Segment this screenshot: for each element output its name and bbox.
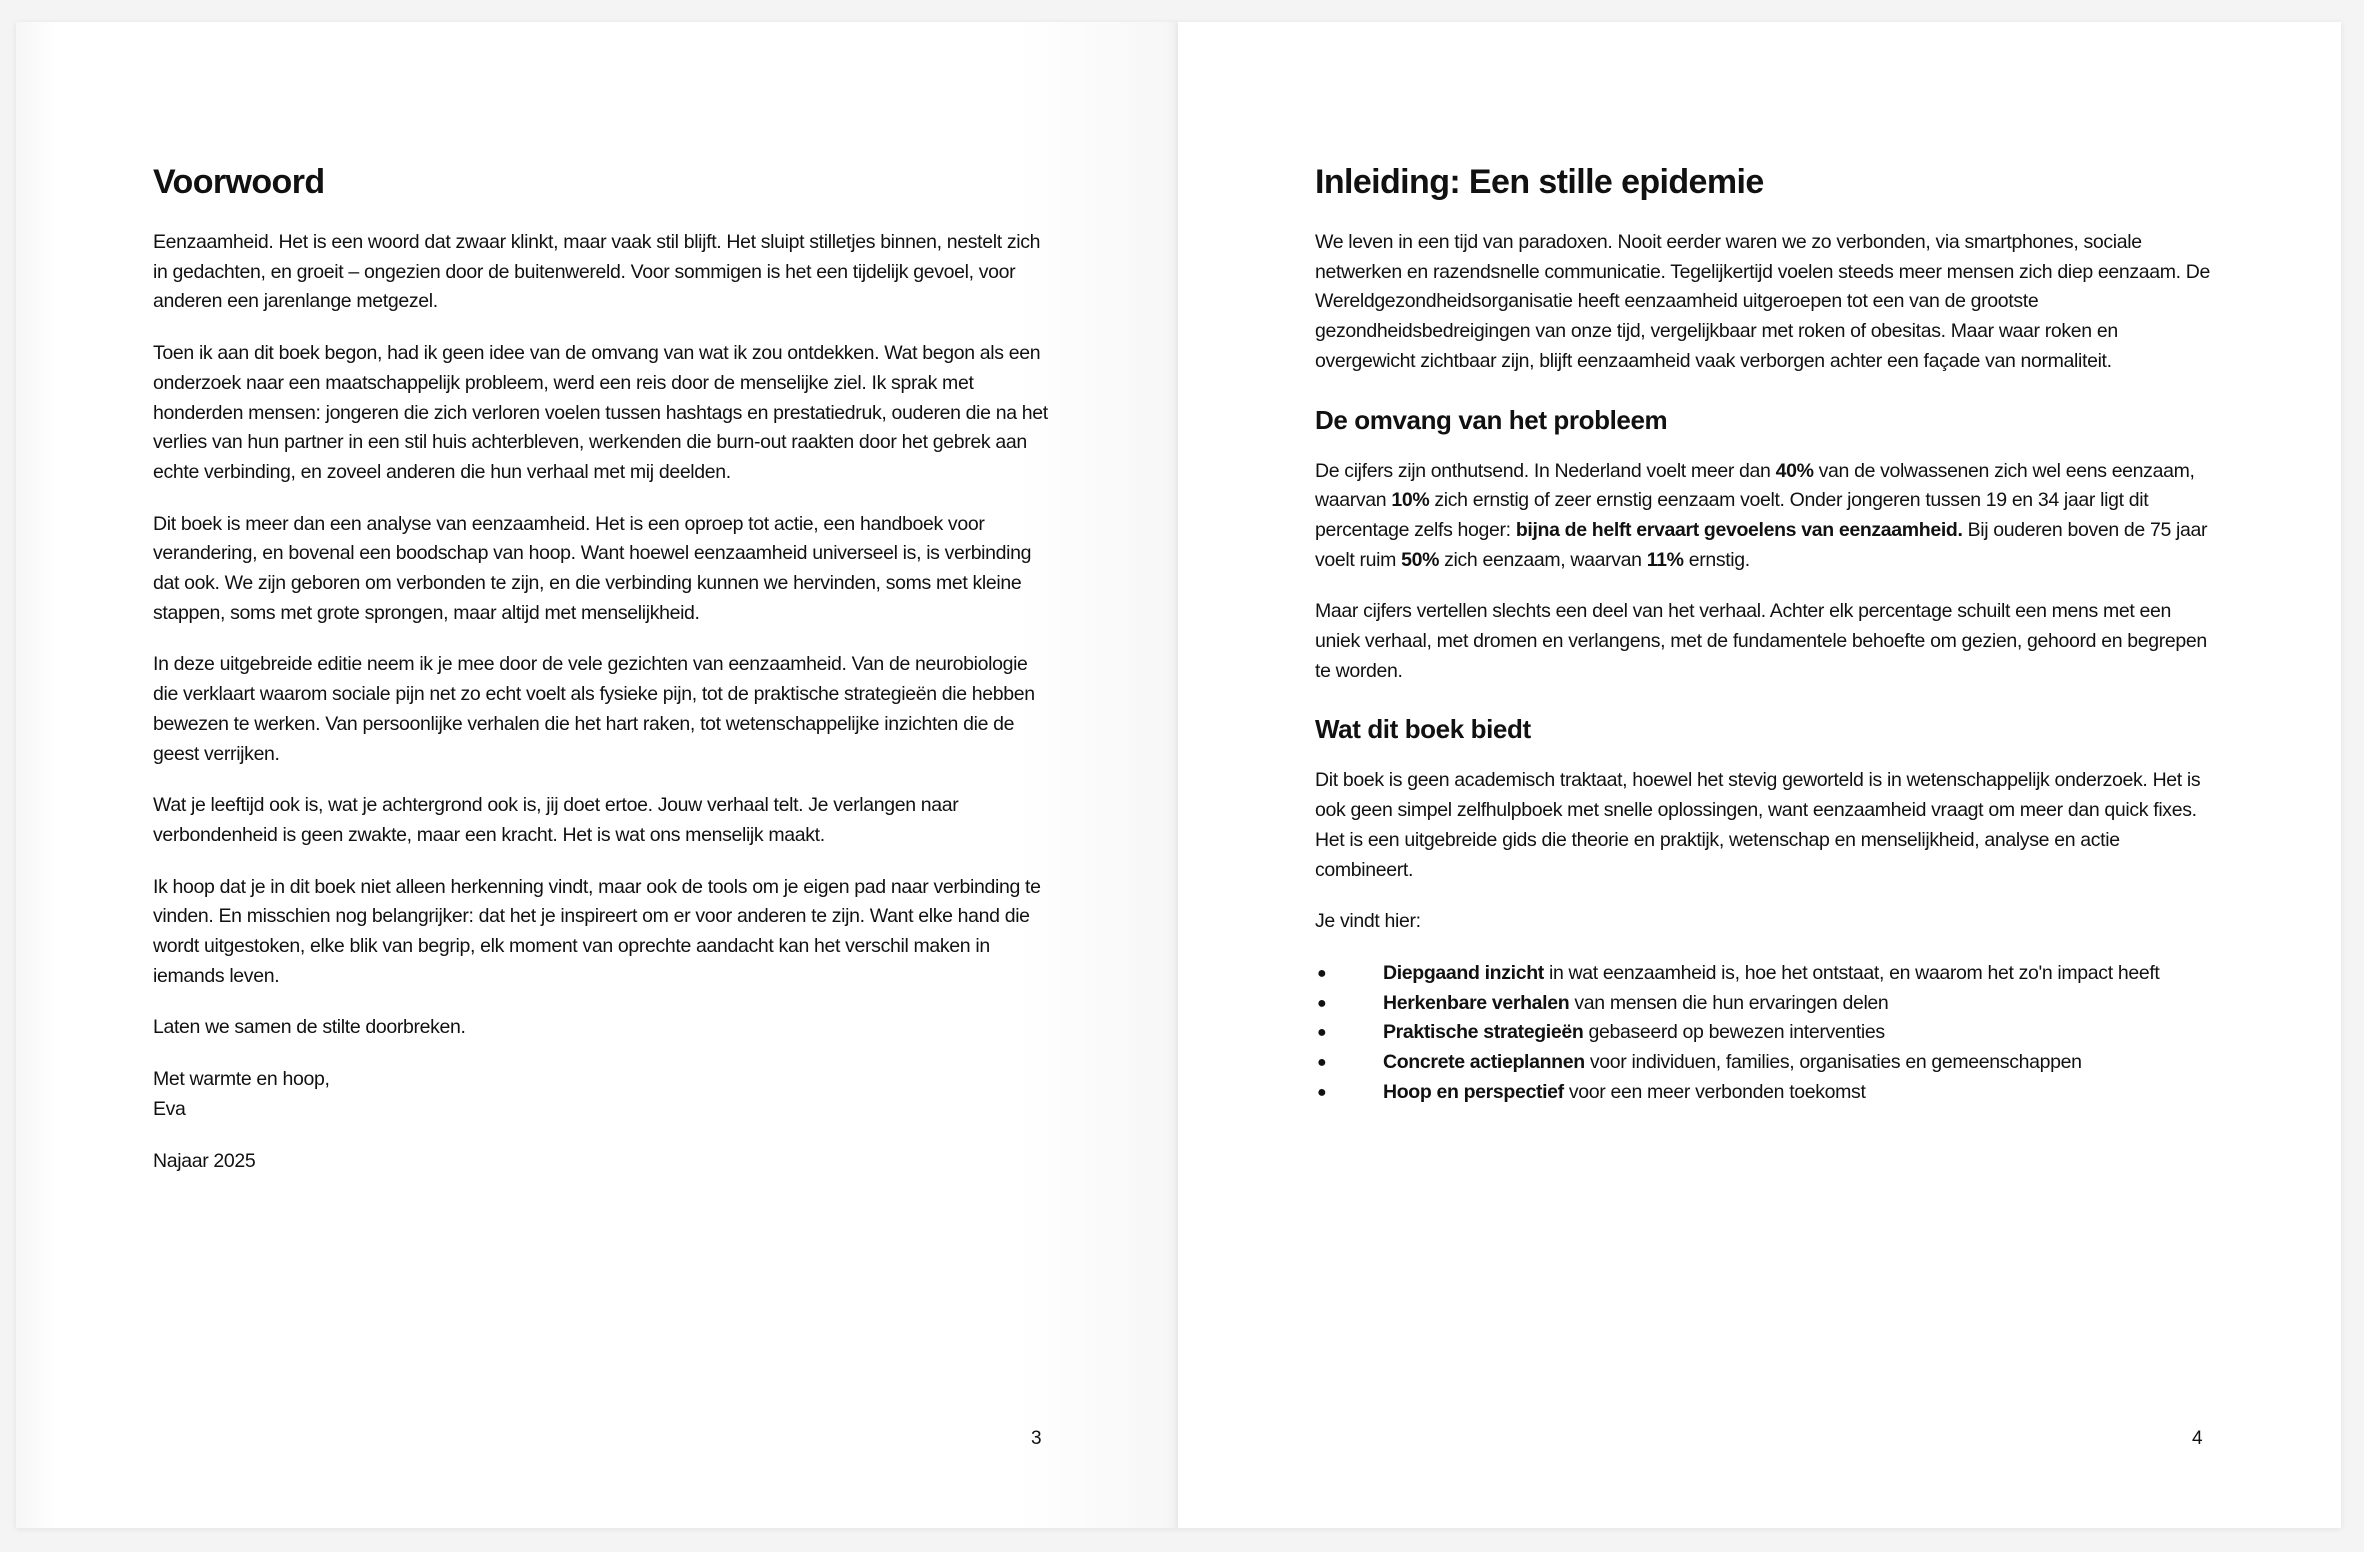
list-item <box>1315 1048 2215 1078</box>
chapter-title: Inleiding: Een stille epidemie <box>1315 163 1764 201</box>
paragraph: Eenzaamheid. Het is een woord dat zwaar klinkt, maar vaak stil blijft. Het sluipt stilletjes binnen, nestelt zich in gedachten, en groeit – ongezien door de buitenwereld. Voor sommigen is het een tijdelijk gevoel, voor anderen een jarenlange metgezel. <box>153 231 1041 313</box>
item-text: voor een meer verbonden toekomst <box>1563 1080 1866 1103</box>
right-page <box>1178 22 2341 1528</box>
text: zich ernstig of zeer ernstig eenzaam voelt. Onder jongeren tussen 19 en 34 jaar ligt dit percentage zelfs hoger: <box>1315 489 2149 541</box>
item-bold: Herkenbare verhalen <box>1383 991 1570 1014</box>
list-intro: Je vindt hier: <box>1315 910 1421 933</box>
stat-bold: 40% <box>1775 459 1814 482</box>
stat-bold: bijna de helft ervaart gevoelens van eenzaamheid. <box>1515 518 1963 541</box>
bullet-icon: ● <box>1317 994 1327 1012</box>
stats-paragraph <box>1315 457 2215 576</box>
list-item <box>1315 1078 2215 1108</box>
closing-line: Met warmte en hoop, <box>153 1068 330 1091</box>
item-bold: Diepgaand inzicht <box>1383 961 1544 984</box>
item-text: voor individuen, families, organisaties en gemeenschappen <box>1584 1051 2082 1074</box>
bullet-icon: ● <box>1317 1083 1327 1101</box>
feature-list <box>1315 959 2215 1108</box>
paragraph: Maar cijfers vertellen slechts een deel van het verhaal. Achter elk percentage schuilt een mens met een uniek verhaal, met dromen en verlangens, met de fundamentele behoefte om gezien, gehoord en begrepen te worden. <box>1315 600 2207 682</box>
paragraph: Ik hoop dat je in dit boek niet alleen herkenning vindt, maar ook de tools om je eigen pad naar verbinding te vinden. En misschien nog belangrijker: dat het je inspireert om er voor anderen te zijn. Want elke hand die wordt uitgestoken, elke blik van begrip, elk moment van oprechte aandacht kan het verschil maken in iemands leven. <box>153 875 1041 987</box>
item-bold: Hoop en perspectief <box>1383 1080 1564 1103</box>
text: zich eenzaam, waarvan <box>1439 548 1647 571</box>
list-item <box>1315 1018 2215 1048</box>
paragraph: In deze uitgebreide editie neem ik je mee door de vele gezichten van eenzaamheid. Van de neurobiologie die verklaart waarom sociale pijn net zo echt voelt als fysieke pijn, tot de praktische strategieën die hebben bewezen te werken. Van persoonlijke verhalen die het hart raken, tot wetenschappelijke inzichten die de geest verrijken. <box>153 653 1035 765</box>
text: ernstig. <box>1683 548 1750 571</box>
date-line: Najaar 2025 <box>153 1149 256 1172</box>
left-page <box>16 22 1178 1528</box>
page-title: Voorwoord <box>153 163 325 201</box>
text: De cijfers zijn onthutsend. In Nederland voelt meer dan <box>1315 459 1776 482</box>
item-text: gebaseerd op bewezen interventies <box>1583 1021 1885 1044</box>
item-bold: Praktische strategieën <box>1383 1021 1584 1044</box>
signature: Eva <box>153 1097 186 1120</box>
intro-paragraph: We leven in een tijd van paradoxen. Nooit eerder waren we zo verbonden, via smartphones, sociale netwerken en razendsnelle communicatie. Tegelijkertijd voelen steeds meer mensen zich diep eenzaam. De Wereldgezondheidsorganisatie heeft eenzaamheid uitgeroepen tot een van de grootste gezondheidsbedreigingen van onze tijd, vergelijkbaar met roken of obesitas. Maar waar roken en overgewicht zichtbaar zijn, blijft eenzaamheid vaak verborgen achter een façade van normaliteit. <box>1315 231 2211 372</box>
stat-bold: 50% <box>1401 548 1440 571</box>
bullet-icon: ● <box>1317 964 1327 982</box>
page-number: 4 <box>2192 1428 2203 1449</box>
paragraph: Dit boek is meer dan een analyse van eenzaamheid. Het is een oproep tot actie, een handboek voor verandering, en bovenal een boodschap van hoop. Want hoewel eenzaamheid universeel is, is verbinding dat ook. We zijn geboren om verbonden te zijn, en die verbinding kunnen we hervinden, soms met kleine stappen, soms met grote sprongen, maar altijd met menselijkheid. <box>153 512 1032 624</box>
text: van de volwassenen zich wel eens eenzaam, waarvan <box>1315 459 2195 512</box>
bullet-icon: ● <box>1317 1054 1327 1072</box>
list-item <box>1315 989 2215 1019</box>
section-heading: De omvang van het probleem <box>1315 404 1668 435</box>
paragraph: Toen ik aan dit boek begon, had ik geen idee van de omvang van wat ik zou ontdekken. Wat begon als een onderzoek naar een maatschappelijk probleem, werd een reis door de menselijke ziel. Ik sprak met honderden mensen: jongeren die zich verloren voelen tussen hashtags en prestatiedruk, ouderen die na het verlies van hun partner in een stil huis achterbleven, werkenden die burn-out raakten door het gebrek aan echte verbinding, en zoveel anderen die hun verhaal met mij deelden. <box>153 342 1048 483</box>
paragraph: Wat je leeftijd ook is, wat je achtergrond ook is, jij doet ertoe. Jouw verhaal telt. Je verlangen naar verbondenheid is geen zwakte, maar een kracht. Het is wat ons menselijk maakt. <box>153 794 959 846</box>
item-bold: Concrete actieplannen <box>1383 1051 1585 1074</box>
stat-bold: 10% <box>1391 489 1430 512</box>
item-text: in wat eenzaamheid is, hoe het ontstaat, en waarom het zo'n impact heeft <box>1543 961 2160 984</box>
paragraph: Laten we samen de stilte doorbreken. <box>153 1016 466 1039</box>
stat-bold: 11% <box>1646 548 1684 571</box>
item-text: van mensen die hun ervaringen delen <box>1569 991 1889 1014</box>
text: Bij ouderen boven de 75 jaar voelt ruim <box>1315 518 2208 571</box>
list-item <box>1315 959 2215 989</box>
section-heading: Wat dit boek biedt <box>1315 714 1531 745</box>
page-number: 3 <box>1031 1428 1042 1449</box>
bullet-icon: ● <box>1317 1024 1327 1042</box>
left-page-content <box>153 160 1053 1198</box>
paragraph: Dit boek is geen academisch traktaat, hoewel het stevig geworteld is in wetenschappelijk onderzoek. Het is ook geen simpel zelfhulpboek met snelle oplossingen, want eenzaamheid vraagt om meer dan quick fixes. Het is een uitgebreide gids die theorie en praktijk, wetenschap en menselijkheid, analyse en actie combineert. <box>1315 769 2201 881</box>
right-page-content <box>1315 160 2215 1107</box>
